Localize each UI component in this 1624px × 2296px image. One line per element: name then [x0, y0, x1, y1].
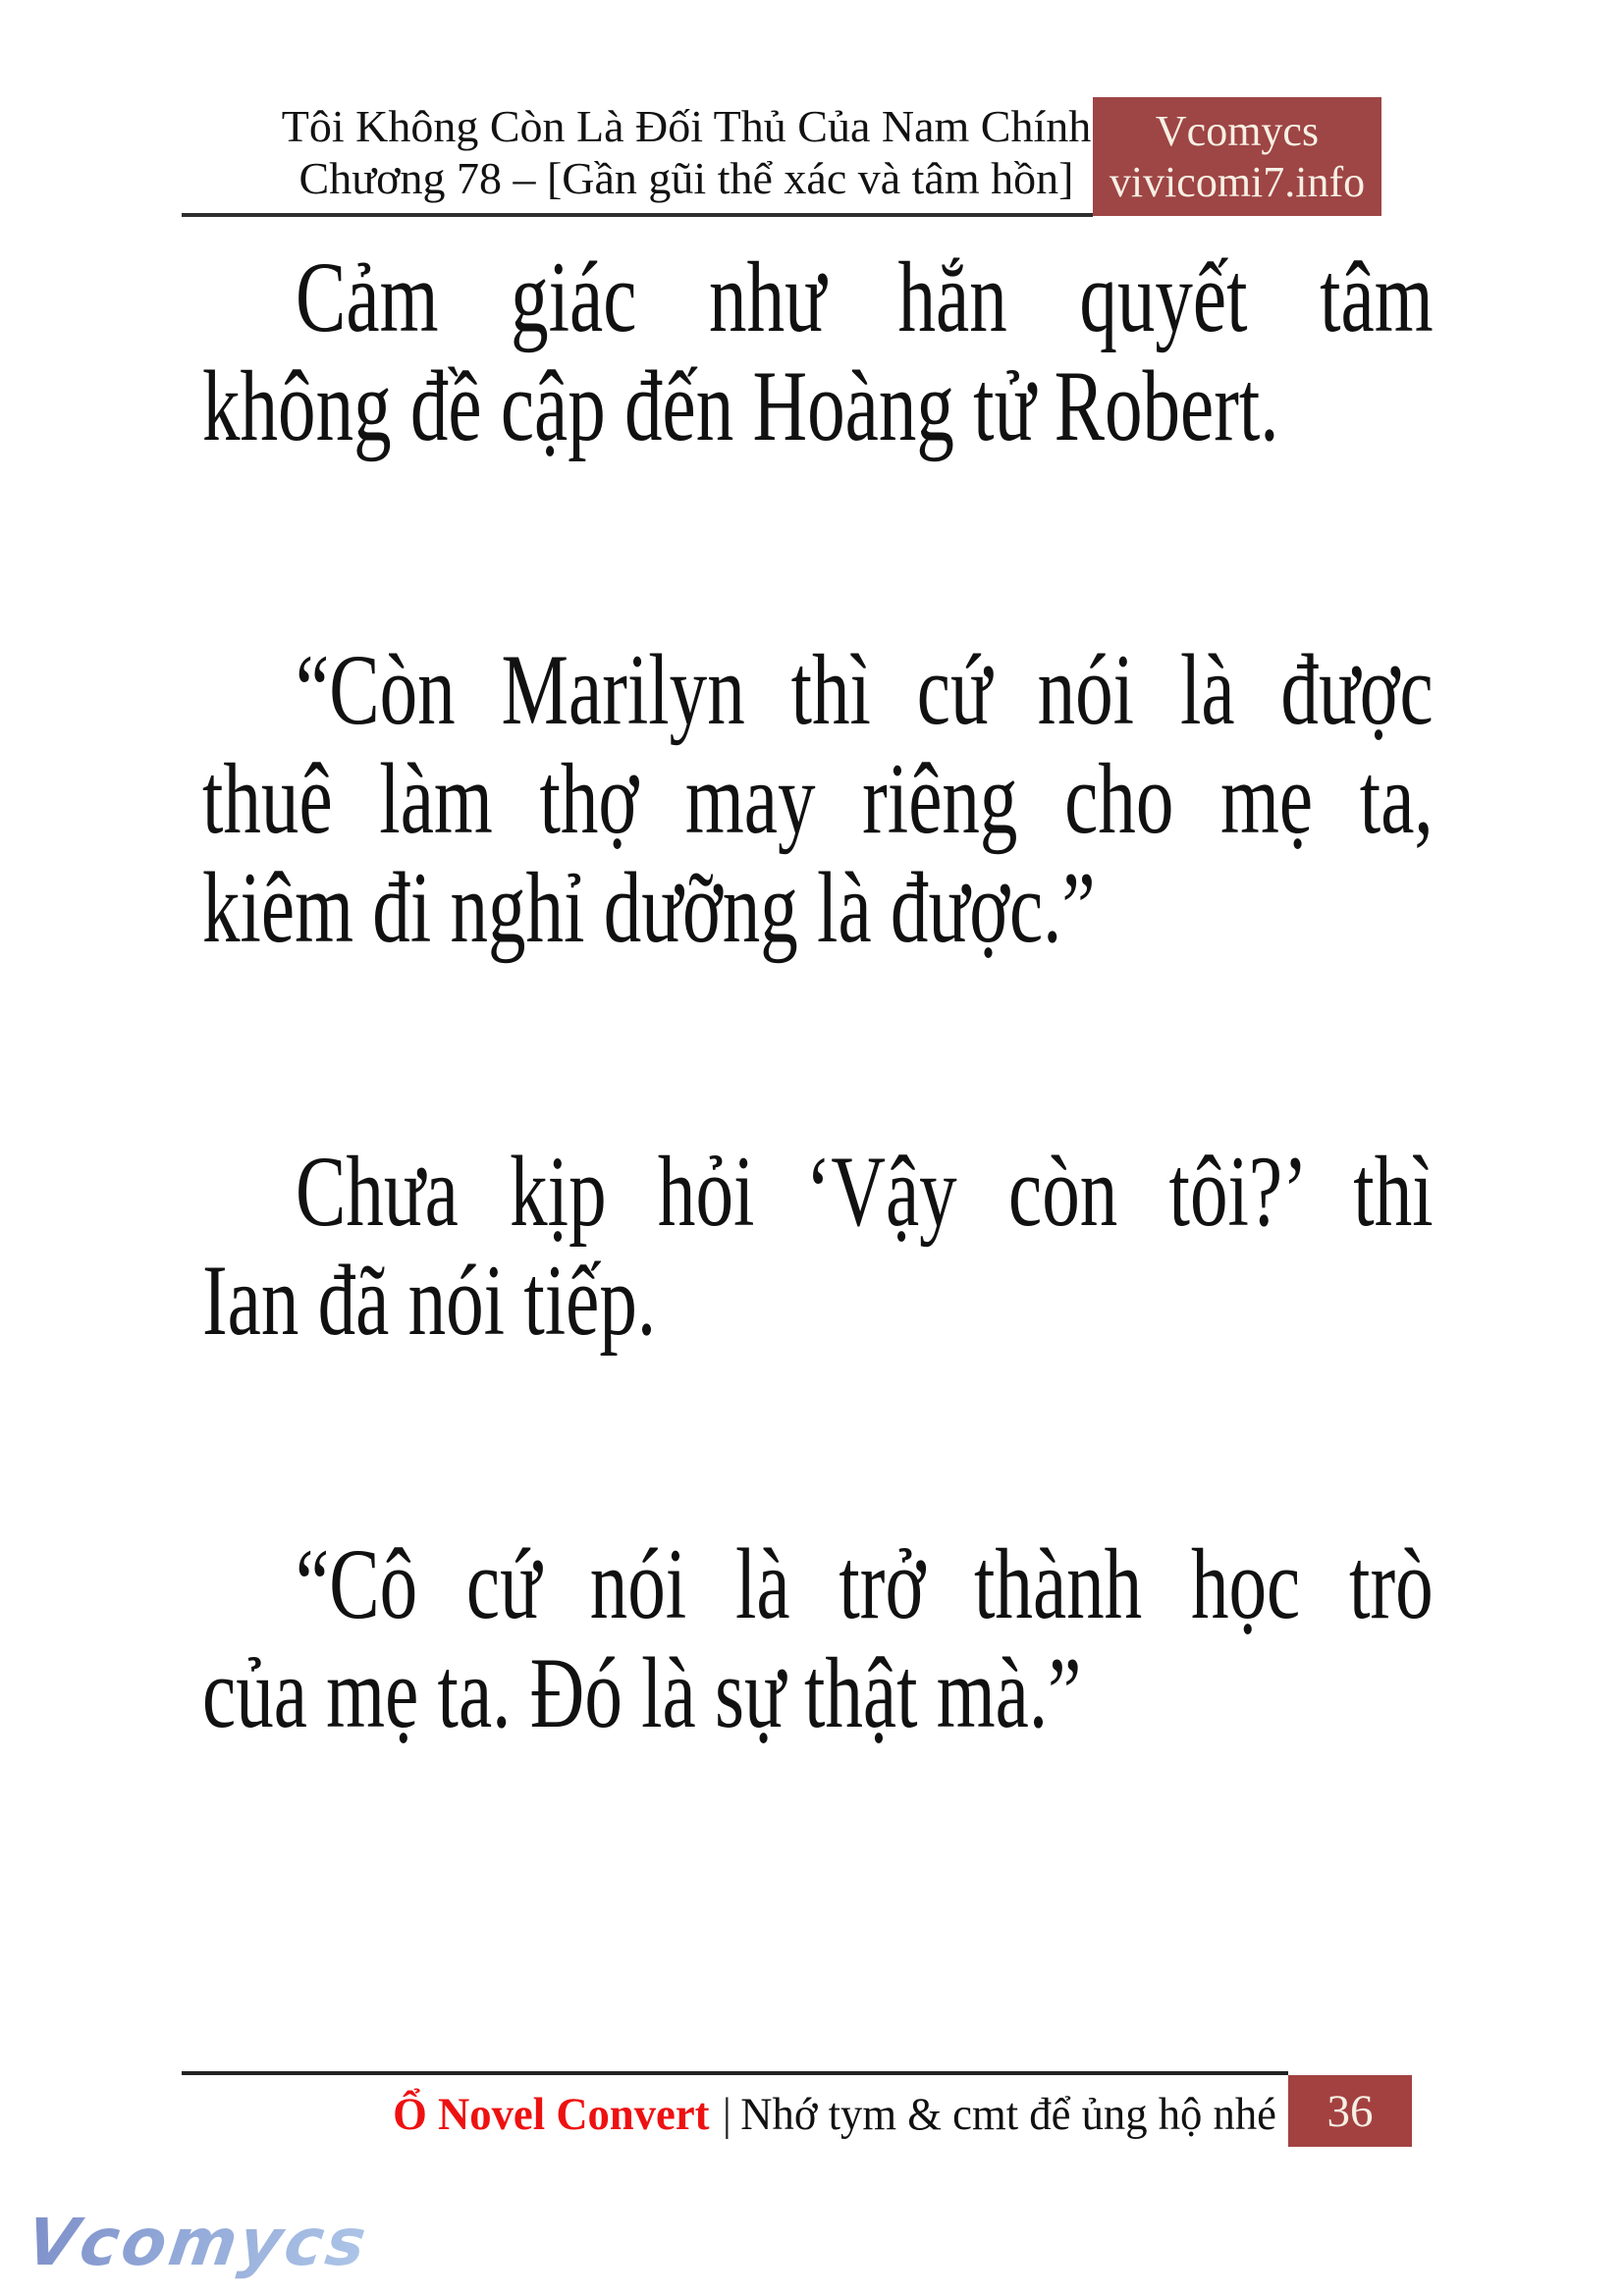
vcomycs-watermark-logo: Vcomycs [22, 2205, 374, 2280]
paragraph-line: kiêm đi nghỉ dưỡng là được.” [202, 852, 1096, 964]
paragraph-line: của mẹ ta. Đó là sự thật mà.” [202, 1637, 1082, 1749]
brand-box [1093, 97, 1381, 216]
paragraph-line: Ian đã nói tiếp. [202, 1245, 657, 1357]
brand-name: Vcomycs [1155, 106, 1320, 155]
page-number: 36 [1326, 2085, 1374, 2137]
paragraph-line: Chưa kịp hỏi ‘Vậy còn tôi?’ thì [295, 1136, 1434, 1248]
page-header [182, 92, 1093, 217]
paragraph-line: “Cô cứ nói là trở thành học trò [295, 1528, 1434, 1640]
paragraph-line: “Còn Marilyn thì cứ nói là được [295, 634, 1434, 746]
paragraph-line: thuê làm thợ may riêng cho mẹ ta, [202, 743, 1434, 855]
paragraph-line: Cảm giác như hắn quyết tâm [295, 241, 1434, 353]
footer-message: Nhớ tym & cmt để ủng hộ nhé [740, 2089, 1276, 2140]
footer-text [237, 2085, 1276, 2144]
footer-separator: | [722, 2089, 731, 2140]
paragraph [202, 636, 1434, 963]
page-number-badge [1288, 2075, 1412, 2147]
brand-site: vivicomi7.info [1109, 157, 1366, 206]
paragraph [202, 243, 1434, 461]
footer-brand: Ổ Novel Convert [393, 2089, 710, 2140]
paragraph-line: không đề cập đến Hoàng tử Robert. [202, 350, 1279, 462]
header-title: Tôi Không Còn Là Đối Thủ Của Nam Chính [281, 101, 1092, 151]
footer-rule [182, 2071, 1288, 2075]
paragraph [202, 1138, 1434, 1356]
paragraph [202, 1530, 1434, 1748]
body-text [202, 243, 1434, 1748]
header-chapter: Chương 78 – [Gần gũi thể xác và tâm hồn] [298, 153, 1074, 203]
